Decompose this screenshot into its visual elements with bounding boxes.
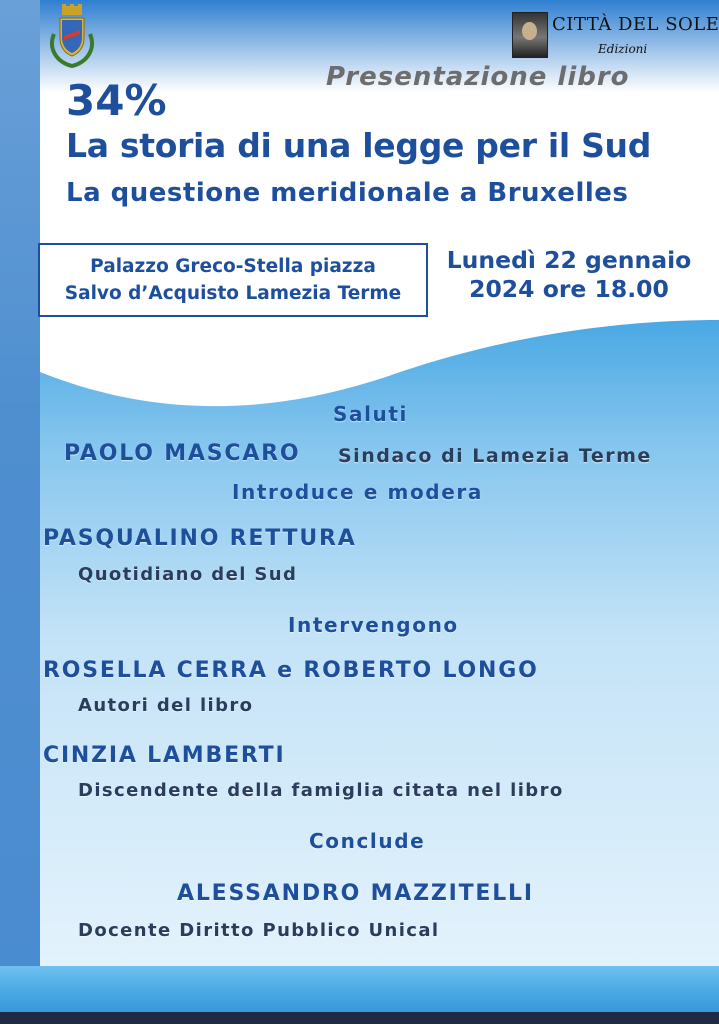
speaker-lamberti-name: CINZIA LAMBERTI	[43, 743, 286, 768]
section-saluti: Saluti	[333, 402, 409, 426]
date-line-2: 2024 ore 18.00	[469, 275, 669, 303]
speaker-rettura-name: PASQUALINO RETTURA	[43, 526, 357, 551]
publisher-name: CITTÀ DEL SOLE	[552, 14, 719, 35]
speaker-mascaro-role: Sindaco di Lamezia Terme	[338, 445, 652, 467]
municipal-crest-icon	[46, 4, 98, 70]
book-percent-title: 34%	[66, 76, 167, 125]
section-conclude: Conclude	[309, 829, 426, 853]
speaker-mascaro-name: PAOLO MASCARO	[64, 441, 301, 466]
book-title: La storia di una legge per il Sud	[66, 126, 652, 165]
venue-line-1: Palazzo Greco-Stella piazza	[90, 256, 376, 277]
speaker-lamberti-role: Discendente della famiglia citata nel libro	[78, 780, 564, 801]
speaker-mazzitelli-name: ALESSANDRO MAZZITELLI	[177, 881, 534, 906]
left-stripe	[0, 0, 40, 1024]
section-intervengono: Intervengono	[288, 613, 459, 637]
event-type: Presentazione libro	[326, 62, 630, 92]
bottom-sea-band	[0, 966, 719, 1024]
publisher-portrait-icon	[512, 12, 548, 58]
speaker-rettura-role: Quotidiano del Sud	[78, 564, 298, 585]
venue-line-2: Salvo d’Acquisto Lamezia Terme	[64, 283, 402, 304]
section-introduce: Introduce e modera	[232, 480, 483, 504]
venue-box	[38, 243, 428, 317]
event-date	[438, 246, 700, 304]
speaker-authors-name: ROSELLA CERRA e ROBERTO LONGO	[43, 658, 539, 683]
date-line-1: Lunedì 22 gennaio	[446, 246, 692, 274]
publisher-subtitle: Edizioni	[598, 42, 648, 56]
publisher-logo	[512, 12, 719, 62]
speaker-authors-role: Autori del libro	[78, 695, 254, 716]
speaker-mazzitelli-role: Docente Diritto Pubblico Unical	[78, 920, 440, 941]
book-subtitle: La questione meridionale a Bruxelles	[66, 178, 629, 208]
